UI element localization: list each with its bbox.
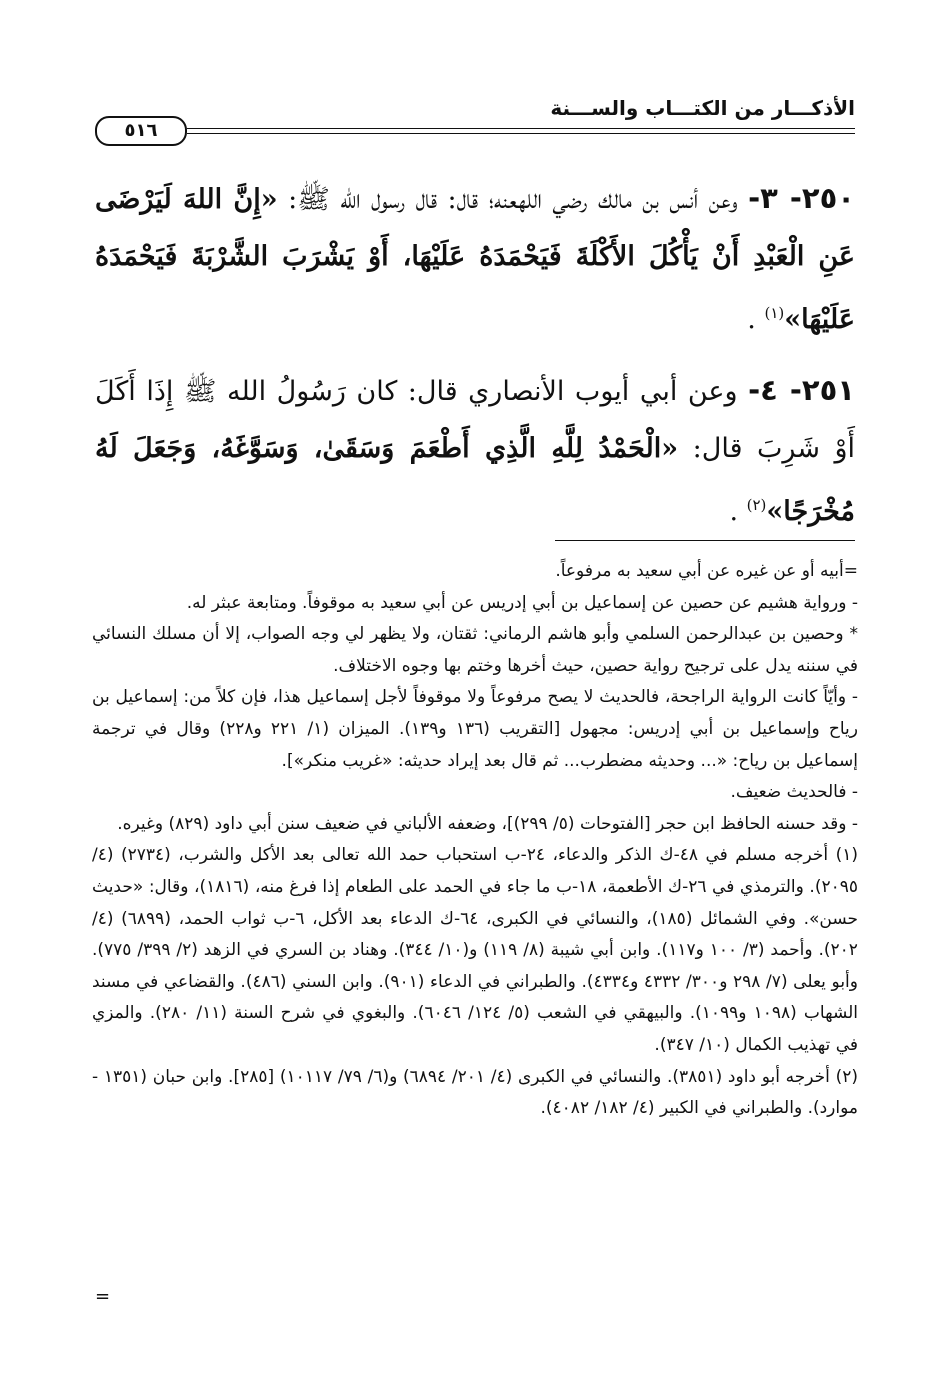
note-continuation: =أبيه أو عن غيره عن أبي سعيد به مرفوعاً.	[555, 561, 858, 581]
footnote-1: (١) أخرجه مسلم في ٤٨-ك الذكر والدعاء، ٢٤-ب استحباب حمد الله تعالى بعد الأكل والشرب، (٢٧٣٤) (٤/ ٢٠٩٥). والترمذي في ٢٦-ك الأطعمة، ١٨-ب ما جاء في الحمد على الطعام إذا فرغ منه، (١٨١٦)، وقال: «حديث حسن». وفي الشمائل (١٨٥)، والنسائي في الكبرى، ٦٤-ك الدعاء بعد الأكل، ٦-ب ثواب الحمد، (٦٨٩٩) (٤/ ٢٠٢). وأحمد (٣/ ١٠٠ و١١٧). وابن أبي شيبة (٨/ ١١٩) و(١٠/ ٣٤٤). وهناد بن السري في الزهد (٢/ ٣٩٩/ ٧٧٥). وأبو يعلى (٧/ ٢٩٨ و٣٠٠/ ٤٣٣٢ و٤٣٣٤). والطبراني في الدعاء (٩٠١). وابن السني (٤٨٦). والقضاعي في مسند الشهاب (١٠٩٨ و١٠٩٩). والبيهقي في الشعب (٥/ ١٢٤/ ٦٠٤٦). والبغوي في شرح السنة (١١/ ٢٨٠). والمزي في تهذيب الكمال (١٠/ ٣٤٧).	[92, 845, 859, 1055]
hadith-quote: «إِنَّ اللهَ لَيَرْضَى عَنِ الْعَبْدِ أَنْ يَأْكُلَ الأَكْلَةَ فَيَحْمَدَهُ عَلَيْهَا، أَوْ يَشْرَبَ الشَّرْبَةَ فَيَحْمَدَهُ عَلَيْهَا»	[95, 184, 855, 335]
hadith-end: .	[747, 304, 765, 335]
page-number: ٥١٦	[95, 116, 187, 146]
note-weak: - فالحديث ضعيف.	[730, 782, 858, 803]
hadith-intro: وعن أنس بن مالك رضي اللهعنه؛ قال: قال رسول الله ﷺ:	[277, 184, 749, 215]
footnote-ref: (٢)	[746, 496, 767, 514]
note-husayn: * وحصين بن عبدالرحمن السلمي وأبو هاشم الرماني: ثقتان، ولا يظهر لي وجه الصواب، إلا أن مسلك النسائي في سننه يدل على ترجيح رواية حصين، حيث أخرها وختم بها وجوه الاختلاف.	[92, 624, 858, 676]
header-rule	[187, 128, 855, 134]
note-hushaym: - ورواية هشيم عن حصين عن إسماعيل بن أبي إدريس عن أبي سعيد به موقوفاً. ومتابعة عبثر له.	[186, 592, 858, 613]
hadith-intro: وعن أبي أيوب الأنصاري قال: كان رَسُولُ الله ﷺ إِذَا أَكَلَ أَوْ شَرِبَ قال:	[95, 376, 855, 464]
hadith-end: .	[729, 496, 747, 527]
footnote-2: (٢) أخرجه أبو داود (٣٨٥١). والنسائي في الكبرى (٤/ ٢٠١/ ٦٨٩٤) و(٦/ ٧٩/ ١٠١١٧) [٢٨٥]. وابن حبان (١٣٥١ - موارد). والطبراني في الكبير (٤/ ١٨٢/ ٤٠٨٢).	[92, 1066, 859, 1119]
note-hasan: - وقد حسنه الحافظ ابن حجر [الفتوحات (٥/ ٢٩٩)]، وضعفه الألباني في ضعيف سنن أبي داود (٨٢٩) وغيره.	[117, 813, 858, 834]
footnote-separator	[555, 540, 855, 541]
hadith-number: ٢٥١- ٤-	[748, 373, 856, 407]
continuation-mark: =	[95, 1286, 111, 1307]
hadith-number: ٢٥٠- ٣-	[748, 181, 856, 215]
main-text	[95, 170, 855, 554]
hadith-250	[95, 170, 855, 348]
note-narration: - وأيّاً كانت الرواية الراجحة، فالحديث لا يصح مرفوعاً ولا موقوفاً لأجل إسماعيل هذا، فإن كلاً من: إسماعيل بن رياح وإسماعيل بن أبي إدريس: مجهول [التقريب (١٣٦ و١٣٩). الميزان (١/ ٢٢١ و٢٢٨) وقال في ترجمة إسماعيل بن رياح: «... وحديثه مضطرب... ثم قال بعد إيراد حديثه: «غريب منكر»].	[92, 687, 858, 771]
hadith-251	[95, 362, 855, 540]
footnotes	[92, 556, 858, 1125]
book-title: الأذكـــار من الكتـــاب والســـنة	[550, 96, 855, 120]
page-header	[95, 96, 855, 148]
footnote-ref: (١)	[764, 304, 785, 322]
hadith-quote: «الْحَمْدُ لِلَّهِ الَّذِي أَطْعَمَ وَسَقَىٰ، وَسَوَّغَهُ، وَجَعَلَ لَهُ مُخْرَجًا»	[95, 433, 855, 527]
